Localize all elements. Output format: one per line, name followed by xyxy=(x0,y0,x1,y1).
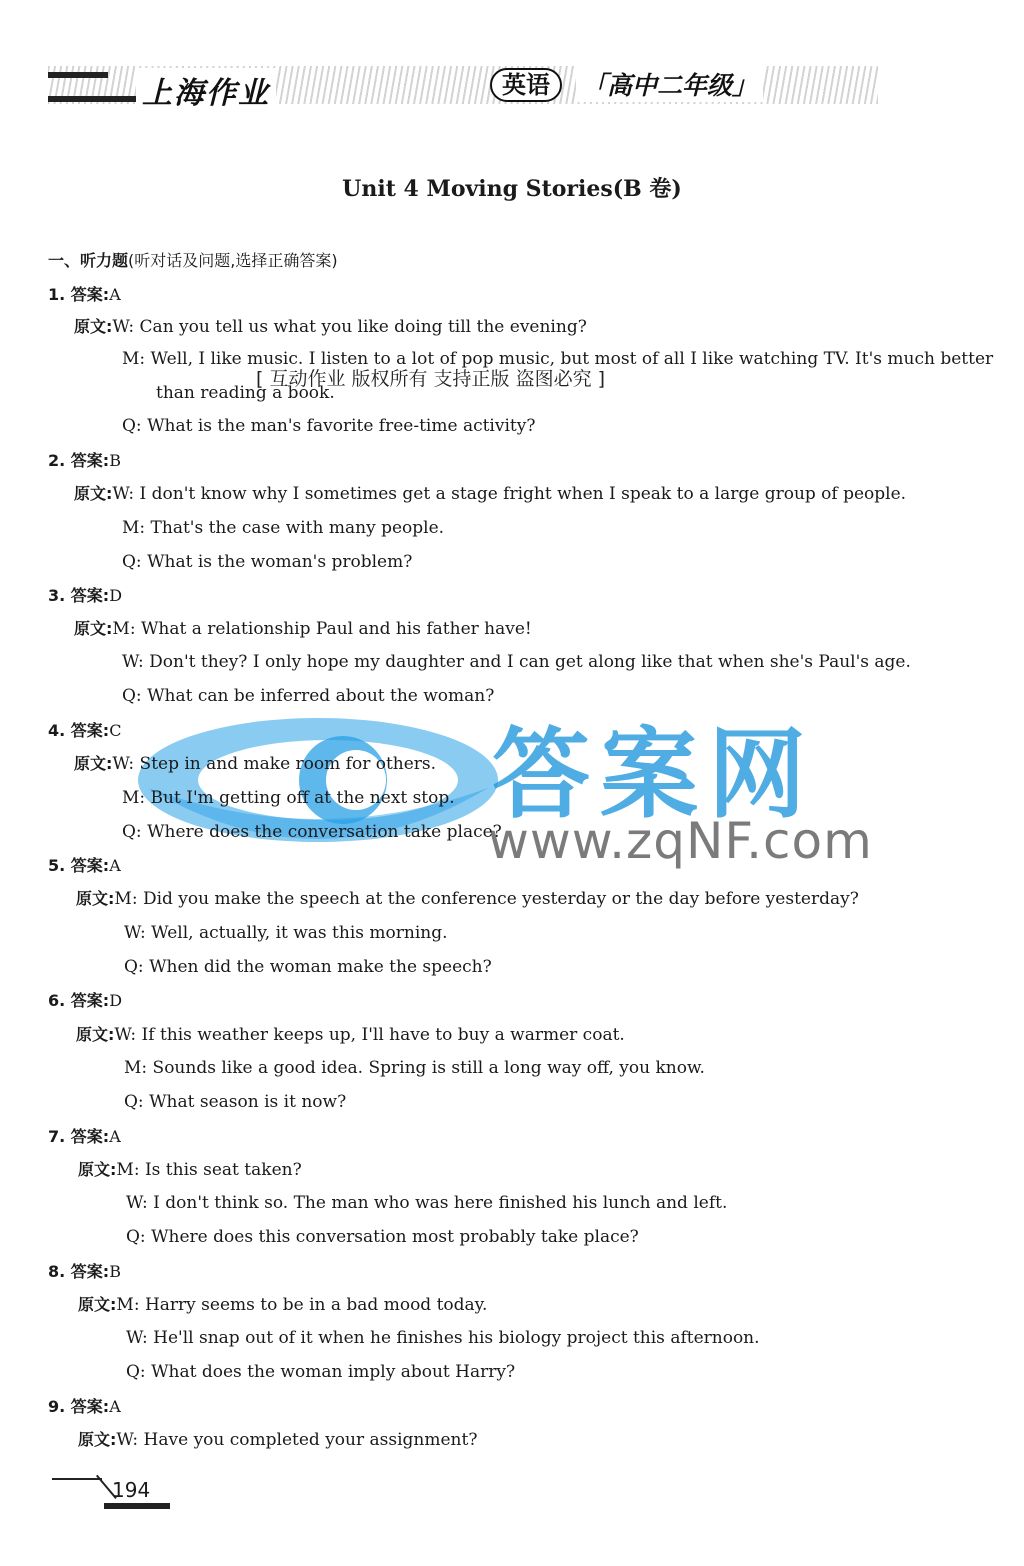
watermark-logo-url: www.zqNF.com xyxy=(488,812,873,870)
answer-line xyxy=(48,990,122,1012)
item-number: 8. xyxy=(48,1262,66,1281)
transcript-line xyxy=(122,551,412,573)
transcript-line xyxy=(74,483,906,505)
answer-letter: A xyxy=(109,285,121,304)
answer-letter: A xyxy=(109,1397,121,1416)
item-number: 4. xyxy=(48,721,66,740)
speaker: W: xyxy=(116,1430,139,1450)
answer-label: 答案: xyxy=(70,285,110,304)
answer-line xyxy=(48,585,122,607)
answer-letter: A xyxy=(109,856,121,875)
answer-line xyxy=(48,855,121,877)
speaker: W: xyxy=(112,754,135,774)
transcript-line xyxy=(126,1226,639,1248)
speaker: Q: xyxy=(122,552,142,572)
answer-label: 答案: xyxy=(70,991,110,1010)
answer-label: 答案: xyxy=(70,1262,110,1281)
transcript-line xyxy=(78,1159,302,1181)
answer-line xyxy=(48,1396,121,1418)
speaker: M: xyxy=(124,1058,148,1078)
speaker: Q: xyxy=(124,1092,144,1112)
transcript-line xyxy=(76,1024,625,1046)
speaker: W: xyxy=(112,484,135,504)
speaker: Q: xyxy=(126,1227,146,1247)
watermark-logo-text: 答案网 xyxy=(492,718,817,832)
answer-label: 答案: xyxy=(70,721,110,740)
speaker: W: xyxy=(126,1328,148,1348)
transcript-line xyxy=(156,382,335,404)
header-grade: 「高中二年级」 xyxy=(576,66,763,102)
transcript-line xyxy=(126,1192,727,1214)
transcript-label: 原文: xyxy=(74,754,113,773)
dialog-text: Sounds like a good idea. Spring is still a long way off, you know. xyxy=(152,1058,705,1078)
speaker: Q: xyxy=(124,957,144,977)
section-heading-note: (听对话及问题,选择正确答案) xyxy=(128,251,338,270)
answer-letter: D xyxy=(109,991,123,1010)
header-bar xyxy=(48,72,108,78)
section-heading-label: 一、听力题 xyxy=(48,251,129,270)
dialog-text: Step in and make room for others. xyxy=(139,754,437,774)
answer-line xyxy=(48,1126,121,1148)
speaker: M: xyxy=(112,619,136,639)
speaker: M: xyxy=(114,889,138,909)
answer-letter: D xyxy=(109,586,123,605)
transcript-line xyxy=(74,316,587,338)
page-header xyxy=(48,62,878,111)
dialog-text: But I'm getting off at the next stop. xyxy=(150,788,455,808)
answer-line xyxy=(48,1261,121,1283)
dialog-text: Where does this conversation most probably take place? xyxy=(151,1227,639,1247)
copyright-watermark: [ 互动作业 版权所有 支持正版 盗图必究 ] xyxy=(256,368,606,390)
dialog-text: Have you completed your assignment? xyxy=(143,1430,478,1450)
answer-letter: B xyxy=(109,451,121,470)
transcript-line xyxy=(122,517,444,539)
dialog-text: I don't think so. The man who was here finished his lunch and left. xyxy=(153,1193,728,1213)
transcript-label: 原文: xyxy=(78,1430,117,1449)
answer-label: 答案: xyxy=(70,856,110,875)
transcript-line xyxy=(122,651,911,673)
transcript-line xyxy=(74,618,532,640)
transcript-line xyxy=(124,956,492,978)
transcript-line xyxy=(126,1327,760,1349)
dialog-text: If this weather keeps up, I'll have to buy a warmer coat. xyxy=(141,1025,625,1045)
transcript-label: 原文: xyxy=(76,889,115,908)
dialog-text: Where does the conversation take place? xyxy=(147,822,502,842)
speaker: M: xyxy=(116,1160,140,1180)
dialog-text: Harry seems to be in a bad mood today. xyxy=(144,1295,488,1315)
header-subject: 英语 xyxy=(490,68,562,102)
transcript-line xyxy=(74,753,436,775)
page-number: 194 xyxy=(112,1478,151,1502)
dialog-text: Can you tell us what you like doing till the evening? xyxy=(139,317,587,337)
dialog-text: He'll snap out of it when he finishes his biology project this afternoon. xyxy=(153,1328,760,1348)
item-number: 9. xyxy=(48,1397,66,1416)
speaker: W: xyxy=(122,652,144,672)
answer-line xyxy=(48,450,121,472)
section-heading xyxy=(48,248,338,271)
transcript-line xyxy=(78,1429,477,1451)
dialog-text: What is the woman's problem? xyxy=(147,552,413,572)
answer-letter: C xyxy=(109,721,122,740)
transcript-label: 原文: xyxy=(74,484,113,503)
transcript-line xyxy=(76,888,859,910)
transcript-label: 原文: xyxy=(78,1295,117,1314)
dialog-text: Don't they? I only hope my daughter and I can get along like that when she's Paul's age. xyxy=(149,652,911,672)
answer-line xyxy=(48,284,121,306)
dialog-text: What can be inferred about the woman? xyxy=(147,686,495,706)
answer-line xyxy=(48,720,121,742)
speaker: W: xyxy=(112,317,135,337)
transcript-line xyxy=(78,1294,487,1316)
speaker: W: xyxy=(114,1025,137,1045)
transcript-line xyxy=(124,1057,705,1079)
header-brand: 上海作业 xyxy=(136,68,276,112)
page-number-bar xyxy=(104,1503,170,1509)
transcript-label: 原文: xyxy=(78,1160,117,1179)
item-number: 5. xyxy=(48,856,66,875)
answer-letter: B xyxy=(109,1262,121,1281)
transcript-line xyxy=(122,787,455,809)
speaker: Q: xyxy=(126,1362,146,1382)
transcript-label: 原文: xyxy=(76,1025,115,1044)
speaker: M: xyxy=(116,1295,140,1315)
item-number: 7. xyxy=(48,1127,66,1146)
dialog-text: I don't know why I sometimes get a stage fright when I speak to a large group of people. xyxy=(139,484,907,504)
answer-label: 答案: xyxy=(70,1397,110,1416)
dialog-text: Did you make the speech at the conference yesterday or the day before yesterday? xyxy=(142,889,859,909)
answer-label: 答案: xyxy=(70,451,110,470)
dialog-text: That's the case with many people. xyxy=(150,518,445,538)
dialog-text: Well, actually, it was this morning. xyxy=(151,923,448,943)
dialog-text: When did the woman make the speech? xyxy=(149,957,492,977)
transcript-label: 原文: xyxy=(74,317,113,336)
dialog-text: What a relationship Paul and his father have! xyxy=(140,619,532,639)
item-number: 1. xyxy=(48,285,66,304)
header-bar xyxy=(48,96,148,102)
answer-label: 答案: xyxy=(70,1127,110,1146)
speaker: W: xyxy=(124,923,146,943)
transcript-label: 原文: xyxy=(74,619,113,638)
answer-label: 答案: xyxy=(70,586,110,605)
page-number-rule xyxy=(52,1478,102,1480)
dialog-text: What season is it now? xyxy=(149,1092,347,1112)
unit-title: Unit 4 Moving Stories(B 卷) xyxy=(342,176,682,202)
transcript-line xyxy=(124,1091,346,1113)
item-number: 6. xyxy=(48,991,66,1010)
item-number: 2. xyxy=(48,451,66,470)
transcript-line xyxy=(124,922,448,944)
answer-letter: A xyxy=(109,1127,121,1146)
item-number: 3. xyxy=(48,586,66,605)
dialog-text: What does the woman imply about Harry? xyxy=(151,1362,516,1382)
speaker: M: xyxy=(122,518,146,538)
transcript-line xyxy=(122,415,535,437)
speaker: M: xyxy=(122,349,146,369)
transcript-line xyxy=(122,821,502,843)
transcript-line xyxy=(122,685,494,707)
dialog-text: than reading a book. xyxy=(156,383,335,403)
dialog-text: Is this seat taken? xyxy=(144,1160,302,1180)
speaker: M: xyxy=(122,788,146,808)
dialog-text: Well, I like music. I listen to a lot of pop music, but most of all I like watching TV. It's much better xyxy=(150,349,994,369)
speaker: Q: xyxy=(122,822,142,842)
speaker: W: xyxy=(126,1193,148,1213)
transcript-line xyxy=(126,1361,515,1383)
speaker: Q: xyxy=(122,686,142,706)
dialog-text: What is the man's favorite free-time activity? xyxy=(147,416,536,436)
speaker: Q: xyxy=(122,416,142,436)
